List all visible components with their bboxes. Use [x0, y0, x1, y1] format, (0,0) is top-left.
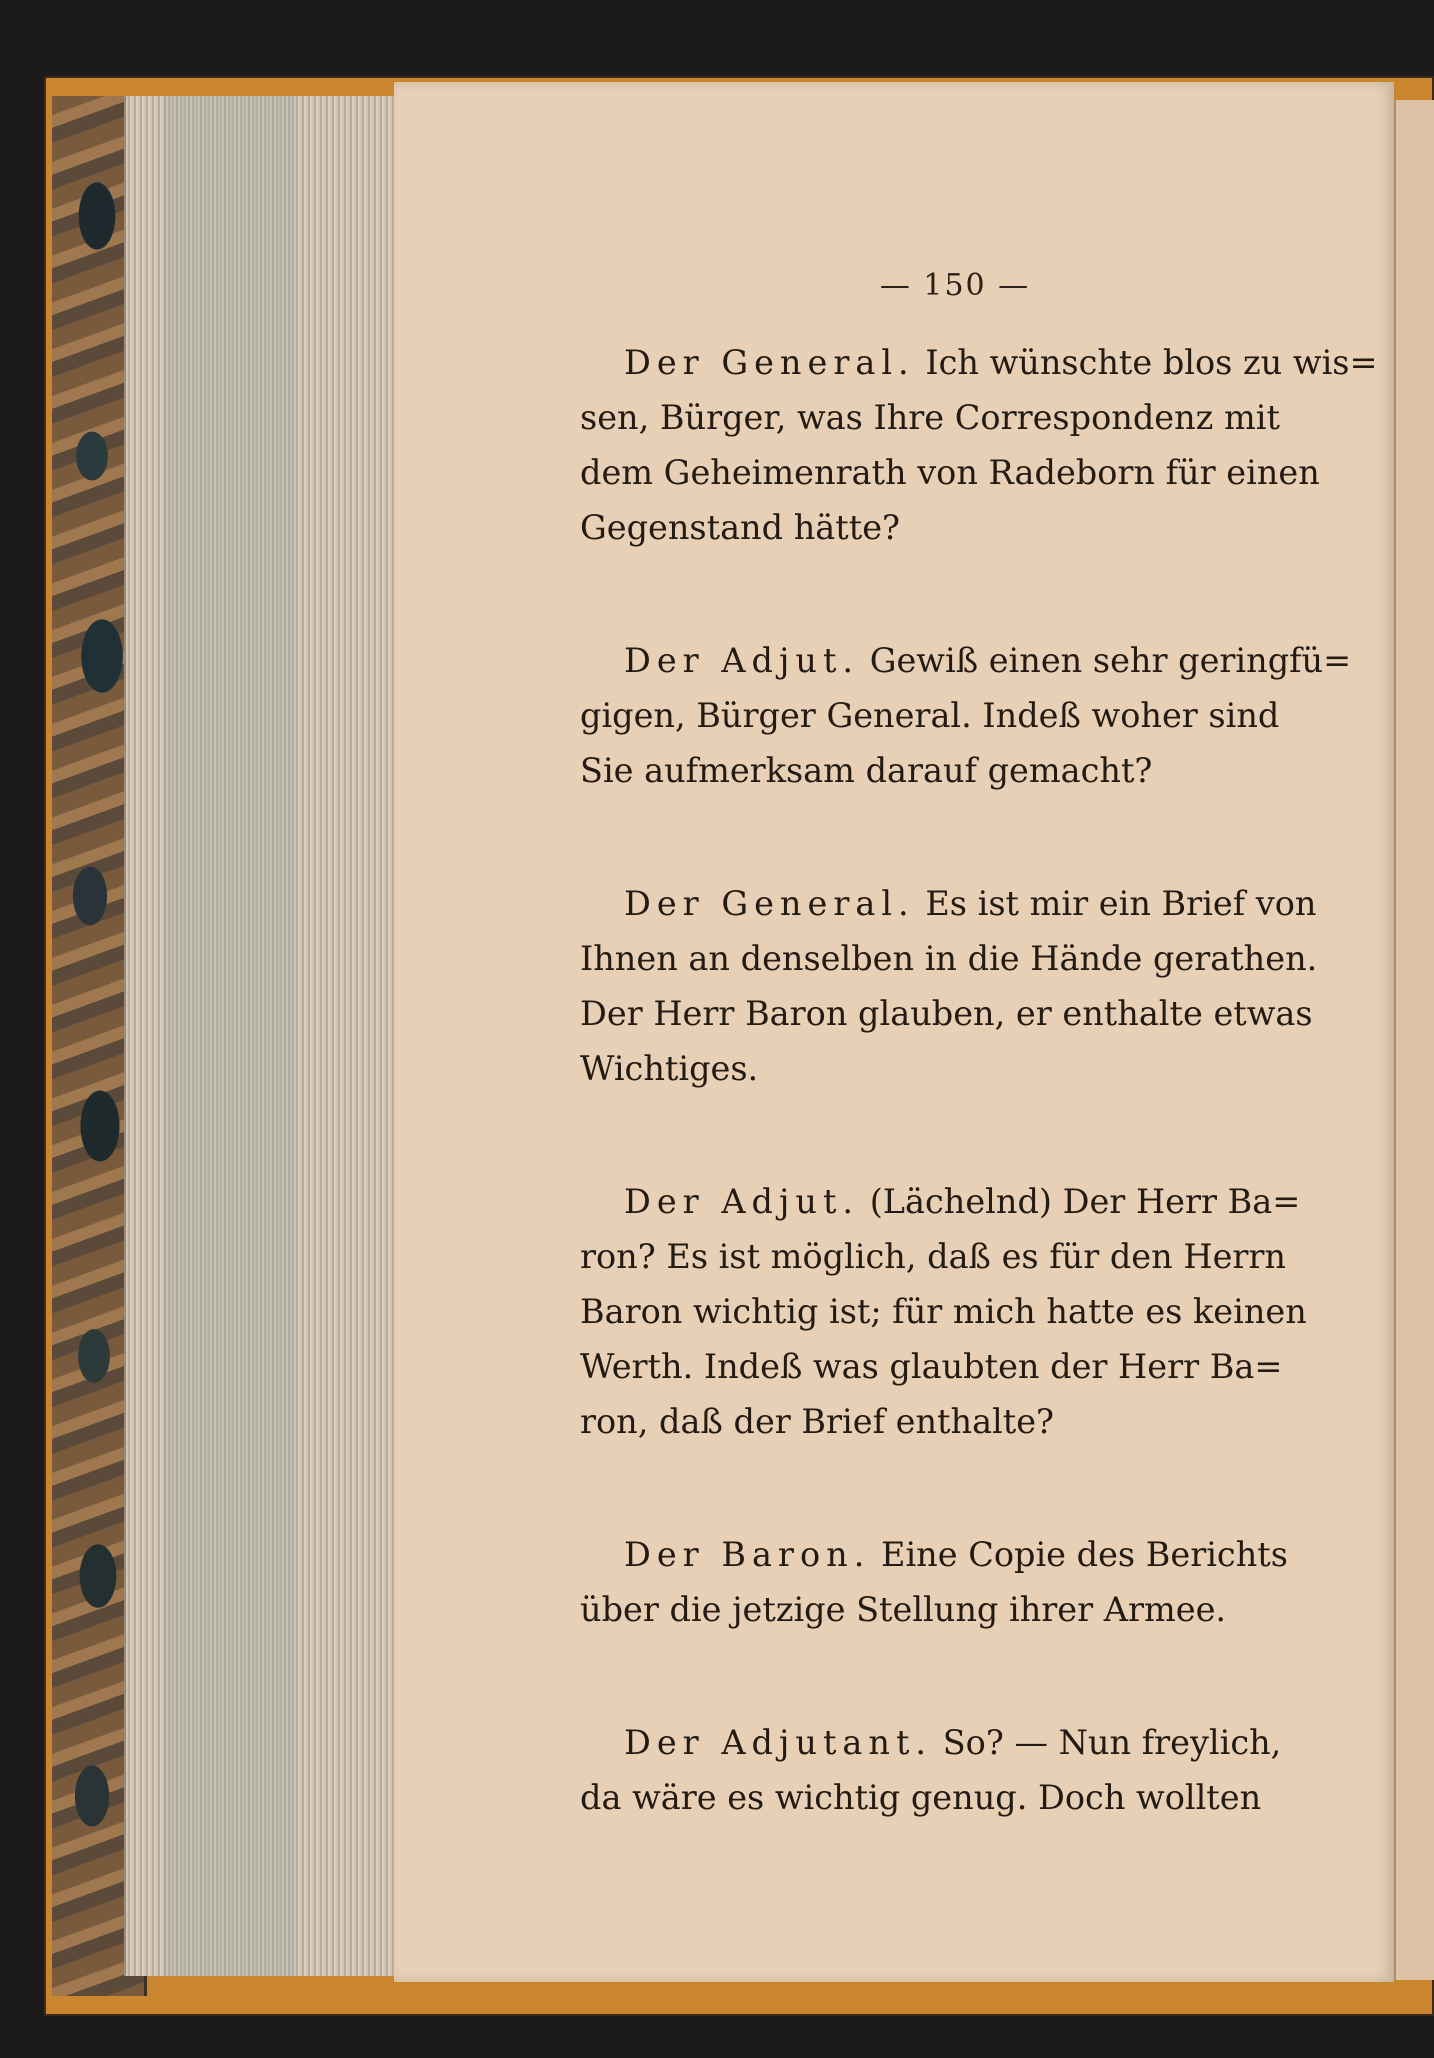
facing-page-edge — [1394, 100, 1434, 1980]
line-text: Gewiß einen sehr geringfü= — [869, 641, 1352, 680]
page-stack-edges — [124, 96, 396, 1976]
dialogue-paragraph — [580, 876, 1330, 1096]
text-line: Wichtiges. — [580, 1049, 759, 1088]
text-line — [580, 876, 1330, 931]
line-text: Ich wünschte blos zu wis= — [925, 343, 1378, 382]
page-number: — 150 — — [879, 268, 1031, 303]
speaker-name: Der Adjut. — [624, 1182, 860, 1221]
line-text: (Lächelnd) Der Herr Ba= — [869, 1182, 1301, 1221]
text-line: Gegenstand hätte? — [580, 508, 900, 547]
text-line: sen, Bürger, was Ihre Correspondenz mit — [580, 398, 1280, 437]
speaker-name: Der General. — [624, 343, 915, 382]
text-line: über die jetzige Stellung ihrer Armee. — [580, 1590, 1227, 1629]
text-line: ron? Es ist möglich, daß es für den Herrn — [580, 1237, 1287, 1276]
dialogue-paragraph — [580, 1174, 1330, 1449]
text-line — [580, 1527, 1330, 1582]
text-line — [580, 1174, 1330, 1229]
line-text: So? — Nun freylich, — [942, 1723, 1282, 1762]
speaker-name: Der Baron. — [624, 1535, 871, 1574]
text-line — [580, 335, 1378, 390]
page-text — [580, 335, 1378, 1903]
dialogue-paragraph — [580, 1527, 1330, 1637]
speaker-name: Der Adjut. — [624, 641, 860, 680]
text-line: Ihnen an denselben in die Hände gerathen. — [580, 939, 1318, 978]
text-line — [580, 633, 1352, 688]
speaker-name: Der General. — [624, 884, 915, 923]
dialogue-paragraph — [580, 335, 1378, 555]
text-line — [580, 1715, 1330, 1770]
text-line: Sie aufmerksam darauf gemacht? — [580, 751, 1153, 790]
line-text: Eine Copie des Berichts — [881, 1535, 1288, 1574]
line-text: Es ist mir ein Brief von — [925, 884, 1317, 923]
dialogue-paragraph — [580, 633, 1352, 798]
text-line: dem Geheimenrath von Radeborn für einen — [580, 453, 1320, 492]
text-line: da wäre es wichtig genug. Doch wollten — [580, 1778, 1262, 1817]
dialogue-paragraph — [580, 1715, 1330, 1825]
speaker-name: Der Adjutant. — [624, 1723, 933, 1762]
text-line: Baron wichtig ist; für mich hatte es keinen — [580, 1292, 1307, 1331]
text-line: Der Herr Baron glauben, er enthalte etwas — [580, 994, 1313, 1033]
text-line: Werth. Indeß was glaubten der Herr Ba= — [580, 1347, 1283, 1386]
page-edge-shading — [164, 96, 294, 1976]
text-line: gigen, Bürger General. Indeß woher sind — [580, 696, 1280, 735]
text-line: ron, daß der Brief enthalte? — [580, 1402, 1055, 1441]
